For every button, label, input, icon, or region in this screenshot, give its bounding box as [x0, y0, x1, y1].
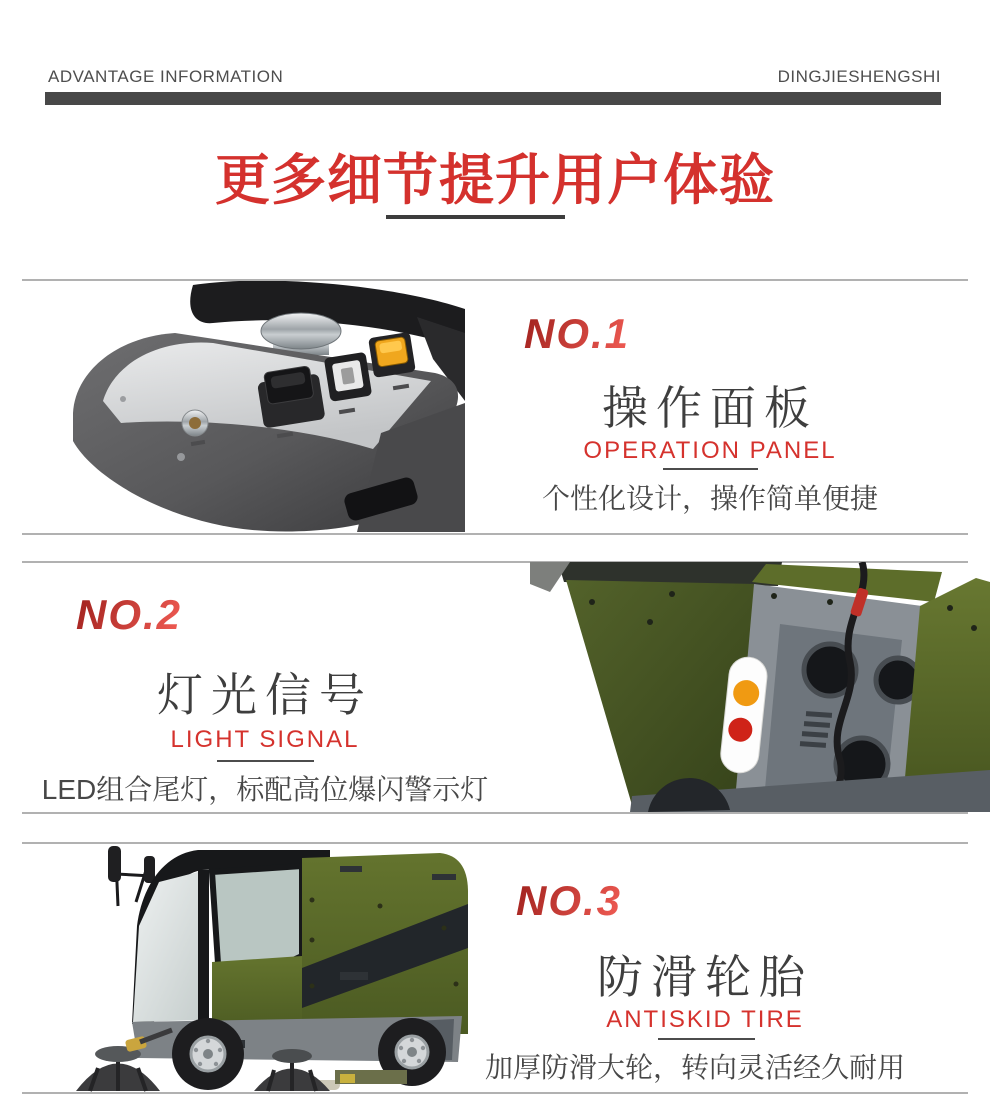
divider: [22, 812, 968, 814]
divider: [22, 1092, 968, 1094]
section-caption-3: 加厚防滑大轮，转向灵活经久耐用: [484, 1052, 905, 1083]
section-heading-en-2: LIGHT SIGNAL: [170, 726, 360, 753]
panel-screw: [177, 453, 185, 461]
header-left-label: ADVANTAGE INFORMATION: [48, 67, 284, 86]
section-heading-en-1: OPERATION PANEL: [583, 437, 837, 464]
section-number-3: NO.3: [516, 877, 623, 924]
tail-light-rear-photo: [530, 562, 990, 812]
section-number-2: NO.2: [76, 591, 183, 638]
section-heading-cn-1: 操作面板: [602, 382, 818, 434]
section-heading-cn-2: 灯光信号: [157, 669, 373, 721]
divider: [22, 533, 968, 535]
b-pillar: [198, 870, 209, 1024]
section-number-1: NO.1: [524, 310, 631, 357]
header-right-brand: DINGJIESHENGSHI: [777, 67, 941, 86]
panel-screw: [120, 396, 126, 402]
toggle-switch: [324, 352, 372, 402]
key-knob-center: [189, 417, 201, 429]
front-wheel: [172, 1018, 244, 1090]
heading-rule-2: [217, 760, 314, 762]
operation-panel-photo: [45, 281, 465, 532]
windshield: [133, 872, 202, 1022]
underbody-bracket: [340, 1074, 355, 1083]
header-bar: [45, 92, 941, 105]
heading-rule-3: [658, 1038, 755, 1040]
section-heading-cn-3: 防滑轮胎: [597, 951, 813, 1003]
page-title: 更多细节提升用户体验: [214, 149, 775, 211]
heading-rule-1: [663, 468, 758, 470]
section-caption-2: LED组合尾灯，标配高位爆闪警示灯: [41, 774, 489, 805]
joystick-base: [261, 313, 341, 349]
sweeper-side-view-photo: [40, 844, 470, 1092]
yellow-button: [368, 332, 416, 378]
section-caption-1: 个性化设计，操作简单便捷: [541, 483, 878, 514]
title-underline: [386, 215, 565, 219]
section-heading-en-3: ANTISKID TIRE: [606, 1006, 804, 1033]
